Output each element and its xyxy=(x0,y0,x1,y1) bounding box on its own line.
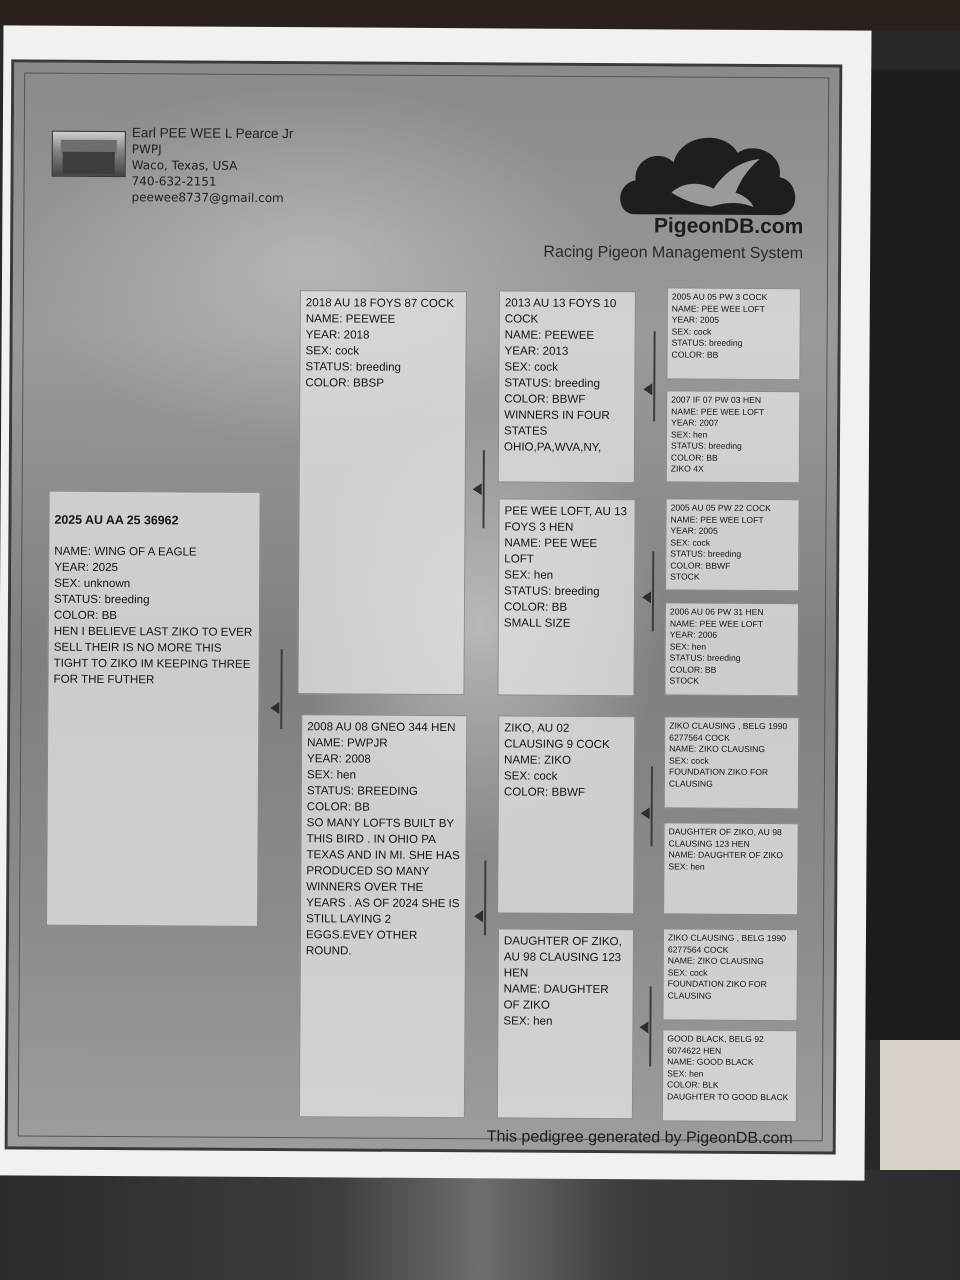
connector-arrow-icon xyxy=(473,483,482,495)
dam-sire-card: ZIKO, AU 02 CLAUSING 9 COCK NAME: ZIKO SEX: cock COLOR: BBWF xyxy=(497,715,635,914)
gen4-card-3: 2005 AU 05 PW 22 COCK NAME: PEE WEE LOFT YEAR: 2005 SEX: cock STATUS: breeding COLOR: BBWF STOCK xyxy=(665,498,800,591)
gen4-card-1: 2005 AU 05 PW 3 COCK NAME: PEE WEE LOFT YEAR: 2005 SEX: cock STATUS: breeding COLOR: BB xyxy=(666,287,801,380)
pedigree-sheet xyxy=(0,25,872,1180)
gen4-card-6: DAUGHTER OF ZIKO, AU 98 CLAUSING 123 HEN NAME: DAUGHTER OF ZIKO SEX: hen xyxy=(663,822,799,915)
brand-tagline: Racing Pigeon Management System xyxy=(543,243,804,263)
connector-arrow-icon xyxy=(639,1021,648,1033)
owner-name: Earl PEE WEE L Pearce Jr xyxy=(131,125,294,142)
owner-loft: PWPJ xyxy=(131,142,162,157)
owner-location: Waco, Texas, USA xyxy=(131,158,238,173)
sire-dam-card: PEE WEE LOFT, AU 13 FOYS 3 HEN NAME: PEE WEE LOFT SEX: hen STATUS: breeding COLOR: BB SMALL SIZE xyxy=(497,498,635,696)
connector-arrow-icon xyxy=(474,910,483,922)
connector-arrow-icon xyxy=(643,383,652,395)
background-window xyxy=(880,1040,960,1190)
footer-credit: This pedigree generated by PigeonDB.com xyxy=(486,1128,793,1148)
gen4-card-7: ZIKO CLAUSING , BELG 1990 6277564 COCK NAME: ZIKO CLAUSING SEX: cock FOUNDATION ZIKO FOR CLAUSING xyxy=(662,928,798,1021)
subject-band: 2025 AU AA 25 36962 xyxy=(54,512,179,528)
background-floor xyxy=(0,1170,960,1280)
gen4-card-4: 2006 AU 06 PW 31 HEN NAME: PEE WEE LOFT YEAR: 2006 SEX: hen STATUS: breeding COLOR: BB STOCK xyxy=(664,602,799,696)
owner-loft-photo xyxy=(52,131,126,177)
subject-bird-card xyxy=(46,491,261,927)
sire-sire-card: 2013 AU 13 FOYS 10 COCK NAME: PEEWEE YEAR: 2013 SEX: cock STATUS: breeding COLOR: BBWF WINNERS IN FOUR STATES OHIO,PA,WVA,NY, xyxy=(498,290,636,483)
connector-arrow-icon xyxy=(641,807,650,819)
dam-card: 2008 AU 08 GNEO 344 HEN NAME: PWPJR YEAR: 2008 SEX: hen STATUS: BREEDING COLOR: BB SO MANY LOFTS BUILT BY THIS BIRD . IN OHIO PA TEXAS AND IN MI. SHE HAS PRODUCED SO MANY WINNERS OVER THE YEARS . AS OF 2024 SHE IS STILL LAYING 2 EGGS.EVEY OTHER ROUND. xyxy=(299,714,467,1118)
owner-phone: 740-632-2151 xyxy=(131,174,217,189)
brand-name: PigeonDB.com xyxy=(653,214,804,239)
owner-email: peewee8737@gmail.com xyxy=(131,190,284,206)
sire-card: 2018 AU 18 FOYS 87 COCK NAME: PEEWEE YEAR: 2018 SEX: cock STATUS: breeding COLOR: BBSP xyxy=(297,290,466,695)
subject-details: NAME: WING OF A EAGLE YEAR: 2025 SEX: unknown STATUS: breeding COLOR: BB HEN I BELIEVE LAST ZIKO TO EVER SELL THEIR IS NO MORE THIS TIGHT TO ZIKO IM KEEPING THREE FOR THE FUTHER xyxy=(53,544,253,687)
dam-dam-card: DAUGHTER OF ZIKO, AU 98 CLAUSING 123 HEN NAME: DAUGHTER OF ZIKO SEX: hen xyxy=(497,928,634,1119)
owner-info xyxy=(131,125,293,206)
gen4-card-2: 2007 IF 07 PW 03 HEN NAME: PEE WEE LOFT YEAR: 2007 SEX: hen STATUS: breeding COLOR: BB ZIKO 4X xyxy=(666,390,801,483)
connector-arrow-icon xyxy=(642,591,651,603)
loft-wall-shape xyxy=(63,152,115,174)
gen4-card-5: ZIKO CLAUSING , BELG 1990 6277564 COCK NAME: ZIKO CLAUSING SEX: cock FOUNDATION ZIKO FOR CLAUSING xyxy=(664,716,800,809)
gen4-card-8: GOOD BLACK, BELG 92 6074622 HEN NAME: GOOD BLACK SEX: hen COLOR: BLK DAUGHTER TO GOOD BLACK xyxy=(662,1029,798,1122)
connector-arrow-icon xyxy=(270,702,279,714)
background-right xyxy=(860,70,960,1040)
pedigree-frame xyxy=(5,59,843,1154)
